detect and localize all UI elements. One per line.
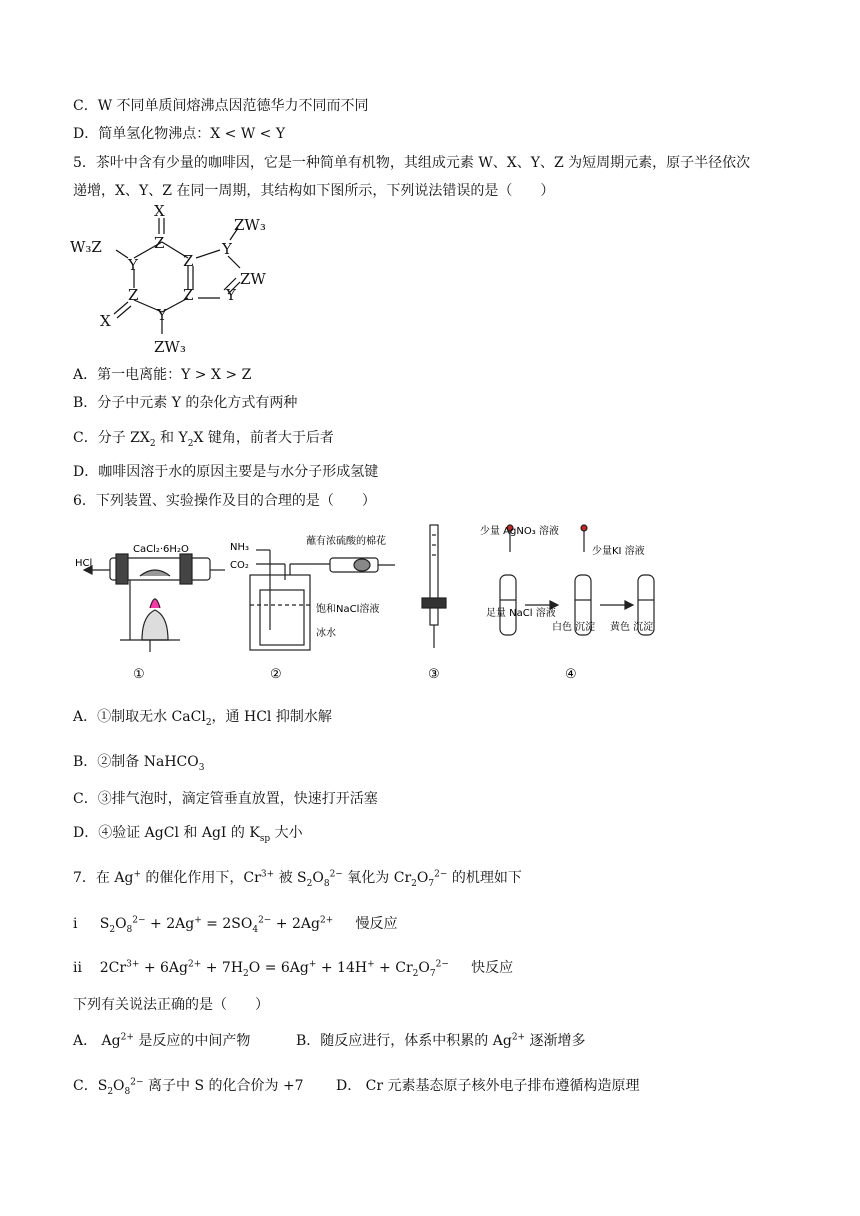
fig4-white-label: 白色 沉淀 [552, 622, 596, 633]
apparatus-figure [70, 520, 670, 685]
fig2-nh3-label: NH₃ [230, 542, 250, 553]
svg-text:Y: Y [226, 286, 236, 304]
q5-stem-line2: 递增，X、Y、Z 在同一周期，其结构如下图所示，下列说法错误的是（ ） [73, 183, 555, 199]
q6-option-c: C．③排气泡时，滴定管垂直放置，快速打开活塞 [73, 791, 378, 807]
svg-text:Y: Y [157, 306, 167, 324]
q7-stem: 7．在 Ag+ 的催化作用下，$Cr^{3+}$ 被 $S_2O_8^{2-}$ 氧化为 $Cr_2O_7^{2-}$ 的机理如下 [73, 869, 522, 889]
q7-option-c: C．$S_2O_8^{2-}$ 离子中 S 的化合价为 +7 [73, 1077, 304, 1097]
svg-text:Z: Z [183, 252, 194, 270]
svg-text:Z: Z [183, 286, 194, 304]
svg-text:Y: Y [222, 240, 232, 258]
q7-option-a: A． $Ag^{2+}$ 是反应的中间产物 [73, 1032, 251, 1049]
q4-option-c: C．W 不同单质间熔沸点因范德华力不同而不同 [73, 98, 369, 114]
q6-option-d: D．④验证 AgCl 和 AgI 的 $K_{sp}$ 大小 [73, 825, 303, 844]
fig4-nacl-label: 足量 NaCl 溶液 [486, 608, 556, 619]
q5-stem-line1: 5．茶叶中含有少量的咖啡因，它是一种简单有机物，其组成元素 W、X、Y、Z 为短周期元素，原子半径依次 [73, 155, 751, 171]
fig2-number: ② [270, 667, 282, 682]
q6-option-b: B．②制备 NaHCO$_3$ [73, 754, 205, 773]
caffeine-structure-diagram [70, 200, 290, 360]
fig3-burette [422, 525, 446, 648]
fig2-icewater-label: 冰水 [316, 628, 336, 639]
mol-zw3-top: ZW₃ [234, 216, 266, 234]
q7-option-d: D． Cr 元素基态原子核外电子排布遵循构造原理 [336, 1078, 640, 1094]
fig2-nacl-label: 饱和NaCl溶液 [316, 604, 380, 615]
q6-option-a: A．①制取无水 CaCl$_2$，通 HCl 抑制水解 [73, 709, 332, 728]
fig1-heating-tube [84, 554, 225, 652]
fig4-number: ④ [565, 667, 577, 682]
q5-option-b: B．分子中元素 Y 的杂化方式有两种 [73, 395, 298, 411]
q5-option-a: A．第一电离能：Y > X > Z [73, 367, 252, 383]
q5-option-c: C．分子 $ZX_2$ 和 $Y_2X$ 键角，前者大于后者 [73, 430, 334, 449]
fig1-cacl2-label: CaCl₂·6H₂O [133, 544, 189, 555]
mol-zw: ZW [240, 270, 266, 288]
q5-option-d: D．咖啡因溶于水的原因主要是与水分子形成氢键 [73, 464, 379, 480]
svg-text:Y: Y [128, 256, 138, 274]
svg-text:Z: Z [128, 286, 139, 304]
mol-zw3-bottom: ZW₃ [154, 338, 186, 356]
mol-x-bottom: X [100, 312, 111, 330]
fig4-ki-label: 少量KI 溶液 [592, 546, 645, 557]
q7-option-b: B．随反应进行，体系中积累的 $Ag^{2+}$ 逐渐增多 [296, 1032, 586, 1049]
fig1-number: ① [133, 667, 145, 682]
mol-w3z: W₃Z [70, 238, 102, 256]
q7-step-i: i $S_2O_8^{2-} + 2Ag^+ = 2SO_4^{2-} + 2Ag^{2+}$ 慢反应 [73, 915, 398, 935]
q7-step-ii: ii $2Cr^{3+} + 6Ag^{2+} + 7H_2O = 6Ag^+ + 14H^+ + Cr_2O_7^{2-}$ 快反应 [73, 959, 514, 979]
fig2-co2-label: CO₂ [230, 560, 249, 571]
fig1-hcl-label: HCl [75, 558, 93, 569]
q6-stem: 6．下列装置、实验操作及目的合理的是（ ） [73, 493, 376, 509]
q4-option-d: D．简单氢化物沸点：X < W < Y [73, 126, 286, 142]
q7-ask: 下列有关说法正确的是（ ） [73, 997, 269, 1013]
svg-text:Z: Z [154, 234, 165, 252]
fig3-number: ③ [428, 667, 440, 682]
mol-x-top: X [154, 202, 165, 220]
fig4-yellow-label: 黄色 沉淀 [610, 622, 654, 633]
fig2-cotton-label: 蘸有浓硫酸的棉花 [306, 536, 386, 547]
fig4-agno3-label: 少量 AgNO₃ 溶液 [480, 526, 559, 537]
